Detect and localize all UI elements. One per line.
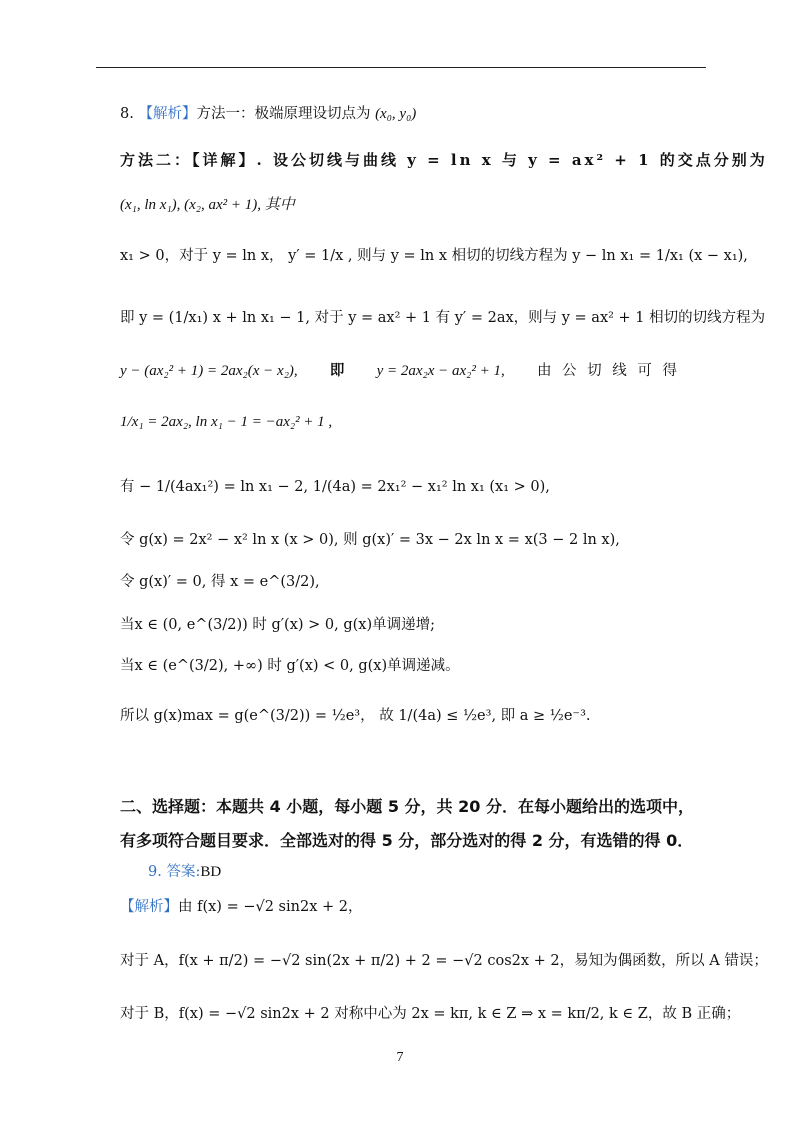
line5-ji: 即 [329,362,345,379]
line5-conclusion: 由 公 切 线 可 得 [536,363,680,379]
section2-line1: 二、选择题：本题共 4 小题，每小题 5 分，共 20 分．在每小题给出的选项中， [120,797,694,816]
q9-analysis-tag: 【解析】 [120,899,178,915]
q9-answer-label: 9. 答案: [148,864,201,880]
q9-line1: 由 f(x) = −√2 sin2x + 2， [178,899,363,915]
q8-method1-text: 方法一：极端原理设切点为 [196,106,371,122]
method2-line10: 当x ∈ (0, e^(3/2)) 时 g′(x) > 0, g(x)单调递增; [120,617,436,633]
q9-analysis [120,897,362,917]
method2-line9: 令 g(x)′ = 0, 得 x = e^(3/2), [120,574,320,590]
method2-line8: 令 g(x) = 2x² − x² ln x (x > 0), 则 g(x)′ = 3x − 2x ln x = x(3 − 2 ln x), [120,532,620,548]
method2-line1: 方法二：【详解】. 设公切线与曲线 y = ln x 与 y = ax² + 1 的交点分别为 [120,151,768,169]
q9-line3: 对于 B，f(x) = −√2 sin2x + 2 对称中心为 2x = kπ, k ∈ Z ⇒ x = kπ/2, k ∈ Z，故 B 正确； [120,1006,741,1022]
method2-line4: 即 y = (1/x₁) x + ln x₁ − 1, 对于 y = ax² + 1 有 y′ = 2ax，则与 y = ax² + 1 相切的切线方程为 [120,310,766,326]
section2-line2: 有多项符合题目要求．全部选对的得 5 分，部分选对的得 2 分，有选错的得 0． [120,831,694,850]
method2-line2 [120,195,295,215]
header-rule [96,67,706,68]
method2-line12: 所以 g(x)max = g(e^(3/2)) = ½e³， 故 1/(4a) ≤ ½e³, 即 a ≥ ½e⁻³. [120,708,591,724]
q8-number: 8. [120,106,134,122]
method2-line5 [120,361,680,381]
q9-answer [148,862,221,882]
page-number: 7 [396,1050,404,1065]
q9-answer-value: BD [200,864,222,880]
method2-line7: 有 − 1/(4ax₁²) = ln x₁ − 2, 1/(4a) = 2x₁² − x₁² ln x₁ (x₁ > 0), [120,479,550,495]
method2-line2-text: (x₁, ln x₁), (x₂, ax² + 1), 其中 [120,197,295,213]
q9-line2: 对于 A，f(x + π/2) = −√2 sin(2x + π/2) + 2 = −√2 cos2x + 2，易知为偶函数，所以 A 错误； [120,953,768,969]
line5-equation2: y = 2ax₂x − ax₂² + 1, [376,363,505,379]
q8-method1-math: (x₀, y₀) [375,106,417,122]
method2-line11: 当x ∈ (e^(3/2), +∞) 时 g′(x) < 0, g(x)单调递减。 [120,658,460,674]
method2-line6 [120,412,332,432]
line5-equation: y − (ax₂² + 1) = 2ax₂(x − x₂), [120,363,298,379]
line6-text: 1/x₁ = 2ax₂, ln x₁ − 1 = −ax₂² + 1 , [120,414,333,430]
method2-line3: x₁ > 0，对于 y = ln x， y′ = 1/x , 则与 y = ln x 相切的切线方程为 y − ln x₁ = 1/x₁ (x − x₁), [120,248,748,264]
q8-analysis-tag: 【解析】 [138,106,197,122]
q8-heading [120,104,416,124]
